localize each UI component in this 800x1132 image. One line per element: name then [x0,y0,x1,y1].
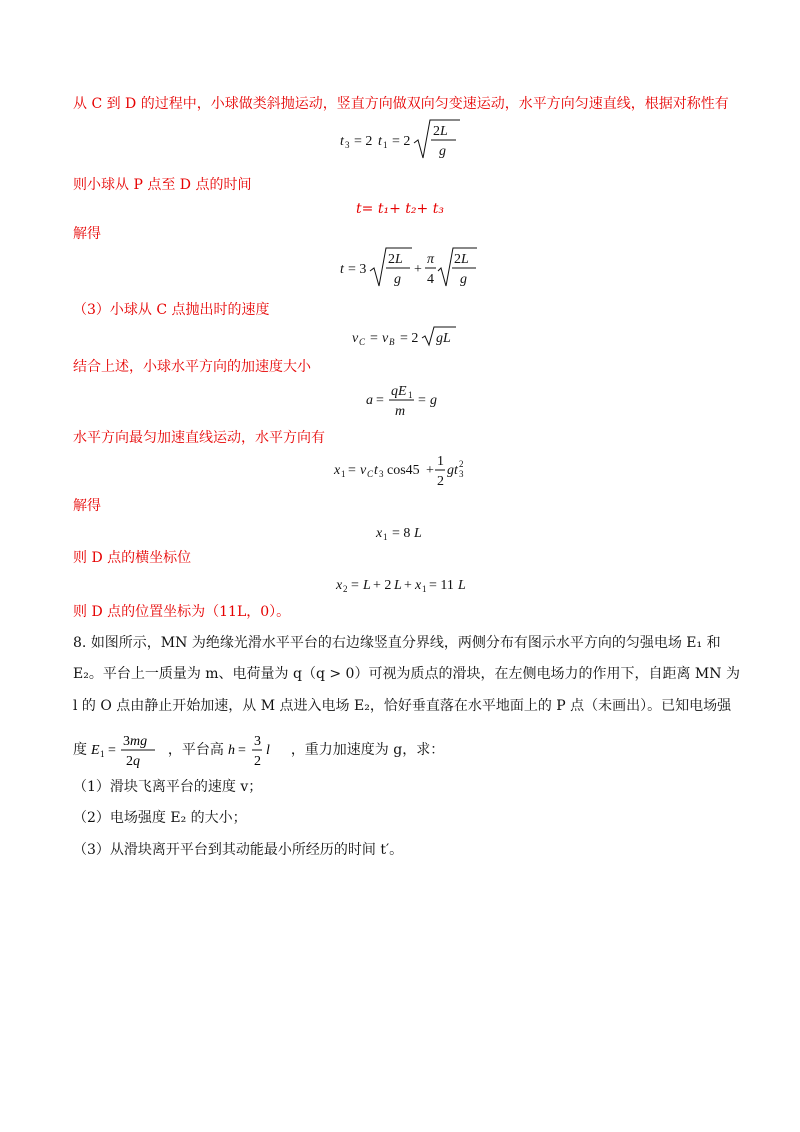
equation-t [340,246,470,292]
answer-conclusion: 则 D 点的位置坐标为（11L，0）。 [73,604,291,620]
equation-x1-value [376,520,436,544]
svg-text:t: t [374,463,378,478]
equation-h [228,732,286,768]
svg-text:= 8: = 8 [392,526,411,541]
answer-solve-2: 解得 [73,498,101,514]
question-line-4-mid: ，平台高 [167,742,224,758]
svg-text:t: t [378,134,382,149]
svg-text:1: 1 [100,749,105,759]
svg-text:x: x [336,578,343,593]
svg-text:t: t [340,134,344,149]
svg-text:3mg: 3mg [123,734,148,749]
svg-text:L: L [394,578,402,593]
svg-text:g: g [394,272,401,287]
svg-text:v: v [360,463,367,478]
svg-text:qE: qE [391,384,407,399]
svg-text:1: 1 [341,469,346,479]
svg-text:2L: 2L [388,252,403,267]
svg-text:1: 1 [422,584,427,594]
svg-text:x: x [376,526,383,541]
answer-line-horizontal: 水平方向最匀加速直线运动，水平方向有 [73,430,325,446]
question-line-4-suffix: ，重力加速度为 g，求： [290,742,445,758]
svg-text:E: E [91,743,101,758]
svg-text:2: 2 [254,754,262,769]
svg-text:2L: 2L [433,124,448,139]
svg-text:cos45: cos45 [387,463,420,478]
svg-text:= 2: = 2 [400,331,419,346]
question-text-1: 如图所示，MN 为绝缘光滑水平平台的右边缘竖直分界线，两侧分布有图示水平方向的匀强电场 E₁ 和 [90,635,721,651]
svg-text:= 2: = 2 [354,134,373,149]
svg-text:x: x [415,578,422,593]
question-line-1 [73,633,733,653]
svg-text:+: + [414,262,422,277]
svg-text:gt: gt [447,463,458,478]
svg-text:+: + [426,463,434,478]
svg-text:3: 3 [379,469,384,479]
svg-text:1: 1 [383,140,388,150]
question-sub-3: （3）从滑块离开平台到其动能最小所经历的时间 t′。 [73,842,404,858]
equation-t3 [340,118,460,164]
svg-text:t: t [340,262,344,277]
svg-text:a: a [366,393,373,408]
svg-text:g: g [439,144,446,159]
equation-t-sum: t= t₁+ t₂+ t₃ [356,201,444,217]
svg-text:x: x [334,463,341,478]
equation-x2 [336,572,466,596]
question-sub-1: （1）滑块飞离平台的速度 v； [73,779,263,795]
svg-text:2: 2 [459,459,464,469]
answer-solve-1: 解得 [73,226,101,242]
question-line-4 [73,732,733,768]
svg-text:2L: 2L [454,252,469,267]
svg-text:= 11: = 11 [429,578,454,593]
svg-text:1: 1 [383,532,388,542]
svg-text:=: = [376,393,384,408]
svg-text:1: 1 [437,454,444,469]
svg-text:=: = [418,393,426,408]
svg-text:=: = [348,463,356,478]
answer-line-abscissa: 则 D 点的横坐标位 [73,550,192,566]
svg-text:g: g [460,272,467,287]
svg-text:π: π [427,252,435,267]
svg-text:v: v [352,331,359,346]
svg-text:3: 3 [345,140,350,150]
svg-text:l: l [266,743,271,758]
question-number: 8. [73,635,87,651]
svg-text:=: = [238,743,247,758]
svg-text:gL: gL [436,331,451,346]
svg-text:C: C [359,337,366,347]
answer-line-cd: 从 C 到 D 的过程中，小球做类斜抛运动，竖直方向做双向匀变速运动，水平方向匀速直线，根据对称性有 [73,96,729,112]
svg-text:3: 3 [254,734,262,749]
svg-text:L: L [363,578,371,593]
svg-text:+ 2: + 2 [373,578,392,593]
svg-text:L: L [458,578,466,593]
question-sub-2: （2）电场强度 E₂ 的大小； [73,810,247,826]
svg-text:h: h [228,743,236,758]
svg-text:2: 2 [437,474,444,489]
equation-a [366,380,446,422]
question-line-4-prefix: 度 [73,742,87,758]
svg-text:g: g [430,393,437,408]
question-line-3: l 的 O 点由静止开始加速，从 M 点进入电场 E₂，恰好垂直落在水平地面上的 P 点（未画出）。已知电场强 [73,698,732,714]
svg-text:=: = [108,743,117,758]
answer-part-3: （3）小球从 C 点抛出时的速度 [73,302,270,318]
svg-text:2q: 2q [126,754,141,769]
svg-text:=: = [351,578,359,593]
svg-text:3: 3 [459,469,464,479]
question-line-2: E₂。平台上一质量为 m、电荷量为 q（q > 0）可视为质点的滑块，在左侧电场力的作用下，自距离 MN 为 [73,666,740,682]
svg-text:= 3: = 3 [348,262,367,277]
svg-text:L: L [414,526,422,541]
equation-x1 [334,450,474,492]
svg-text:= 2: = 2 [392,134,411,149]
svg-text:2: 2 [343,584,348,594]
answer-line-total-time: 则小球从 P 点至 D 点的时间 [73,177,252,193]
svg-text:B: B [389,337,395,347]
svg-text:v: v [382,331,389,346]
svg-text:=: = [370,331,378,346]
svg-text:C: C [367,469,374,479]
answer-line-accel: 结合上述，小球水平方向的加速度大小 [73,359,311,375]
svg-text:+: + [404,578,412,593]
svg-text:4: 4 [427,272,434,287]
equation-vc [352,324,462,350]
svg-text:1: 1 [408,390,413,400]
equation-e1 [91,732,163,768]
svg-text:m: m [395,404,406,419]
